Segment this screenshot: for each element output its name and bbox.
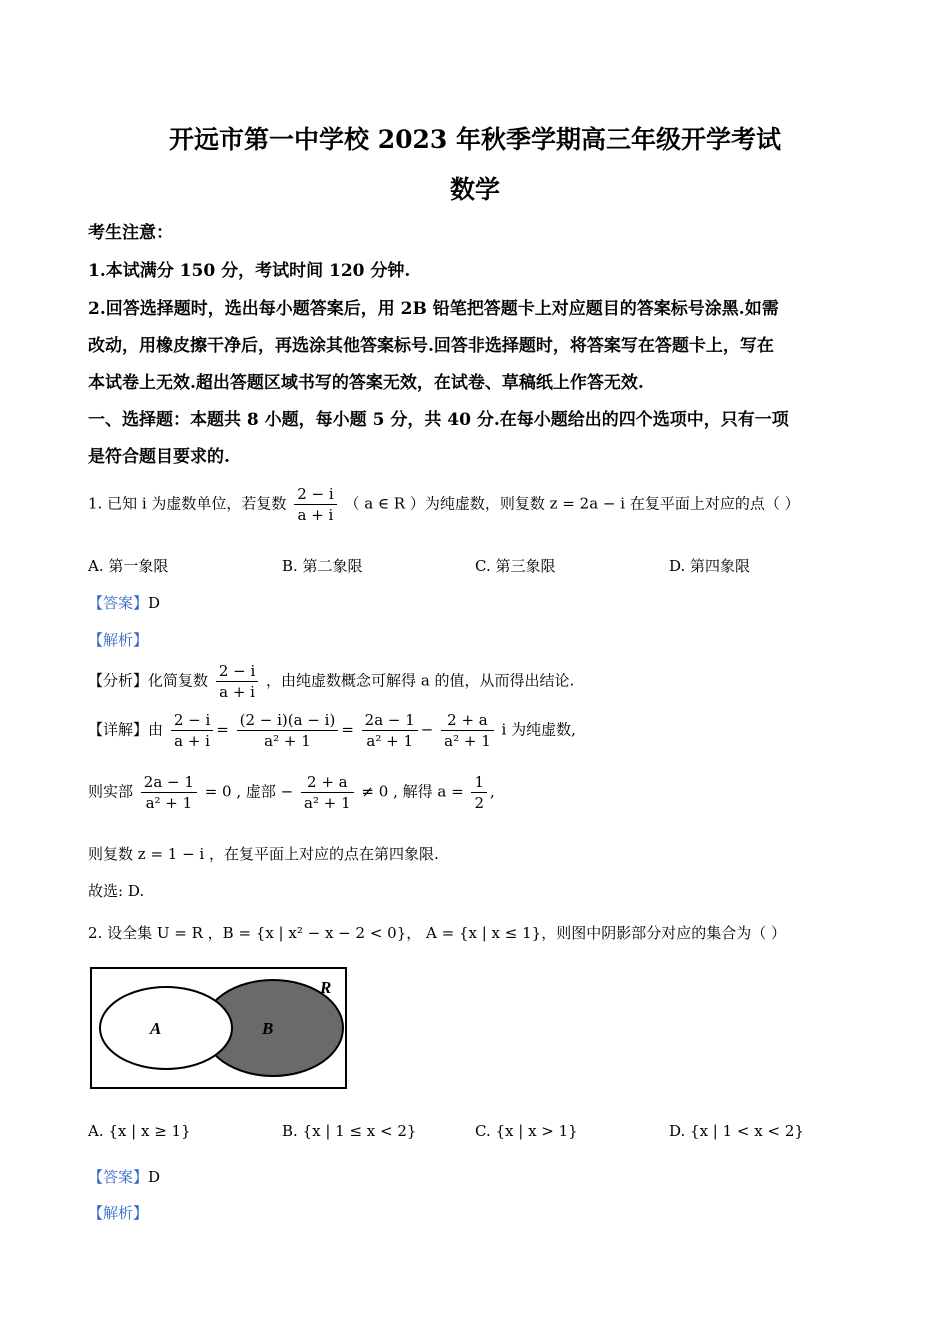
notice-item-2-line-3: 本试卷上无效.超出答题区域书写的答案无效，在试卷、草稿纸上作答无效. [88,373,644,393]
q1-fenxi-fraction: $\frac{2 - i}{a + i}$ [216,661,258,702]
q1-answer [88,592,160,613]
question-1-stem [88,484,800,525]
notice-item-1: 1.本试满分 150 分，考试时间 120 分钟. [88,261,411,281]
q1-suffix: 在复平面上对应的点（ ） [629,494,800,513]
q1-prefix: 1. 已知 i 为虚数单位，若复数 [88,494,287,513]
q1-fraction: $\frac{2 - i}{a + i}$ [294,484,336,525]
q1-answer-tag: 【答案】 [88,594,149,612]
set-b-label: B [262,1019,274,1038]
exam-title: 开远市第一中学校 2023 年秋季学期高三年级开学考试 [169,125,781,154]
q1-fenxi-tag: 【分析】 [88,671,149,690]
set-a-label: A [150,1019,162,1038]
notice-heading: 考生注意： [88,223,173,243]
q1-real-imag: 则实部 $\frac{2a - 1}{\text{a² + 1}}$ = 0 , 虚部 − $\frac{2 + a}{\text{a² + 1}}$ ≠ 0 , 解得 a = $\frac{1}{2}$ , [88,773,495,812]
section-1-instruction-line-1: 一、选择题：本题共 8 小题，每小题 5 分，共 40 分.在每小题给出的四个选项中，只有一项 [88,410,789,430]
venn-diagram [90,967,348,1091]
q1-detail: 【详解】由 $\frac{2 - i}{a + i}$ = $\frac{(2 - i)(a - i)}{\text{a² + 1}}$ = $\frac{2a - 1}{\text{a² + 1}}$ − $\frac{2 + a}{\text{a² + 1}}$ i 为纯虚数, [88,711,576,750]
q1-answer-value: D [148,594,161,612]
notice-item-2-line-2: 改动，用橡皮擦干净后，再选涂其他答案标号.回答非选择题时，将答案写在答题卡上，写在 [88,336,774,356]
q2-option-b: B. {x | 1 ≤ x < 2} [282,1122,417,1140]
q2-option-a: A. {x | x ≥ 1} [88,1122,191,1140]
q2-analysis-tag: 【解析】 [88,1204,149,1222]
question-2-stem: 2. 设全集 U = R ，B = {x | x² − x − 2 < 0}， A = {x | x ≤ 1}，则图中阴影部分对应的集合为（ ） [88,924,786,942]
universal-set-label: R [320,978,332,997]
q1-conclusion: 则复数 z = 1 − i ，在复平面上对应的点在第四象限. [88,845,439,863]
q1-fenxi: 【分析】化简复数 $\frac{2 - i}{a + i}$ ，由纯虚数概念可解得 a 的值，从而得出结论. [88,662,575,701]
q1-option-d: D. 第四象限 [669,557,751,575]
q1-choose: 故选: D. [88,882,145,900]
q2-answer [88,1166,160,1187]
q1-option-a: A. 第一象限 [88,557,169,575]
q1-option-b: B. 第二象限 [282,557,363,575]
q2-answer-tag: 【答案】 [88,1168,149,1186]
q1-z-expression: z = 2a − i [549,494,626,513]
q2-answer-value: D [148,1168,161,1186]
notice-item-2-line-1: 2.回答选择题时，选出每小题答案后，用 2B 铅笔把答题卡上对应题目的答案标号涂黑.如需 [88,299,779,319]
exam-subject: 数学 [449,175,500,204]
q2-option-c: C. {x | x > 1} [475,1122,578,1140]
q2-option-d: D. {x | 1 < x < 2} [669,1122,804,1140]
section-1-instruction-line-2: 是符合题目要求的. [88,447,230,467]
q1-option-c: C. 第三象限 [475,557,556,575]
q1-detail-tag: 【详解】 [88,720,149,739]
q1-analysis-tag: 【解析】 [88,631,149,649]
set-a-ellipse [100,987,232,1069]
q1-condition: （ a ∈ R ）为纯虚数，则复数 [344,494,545,513]
